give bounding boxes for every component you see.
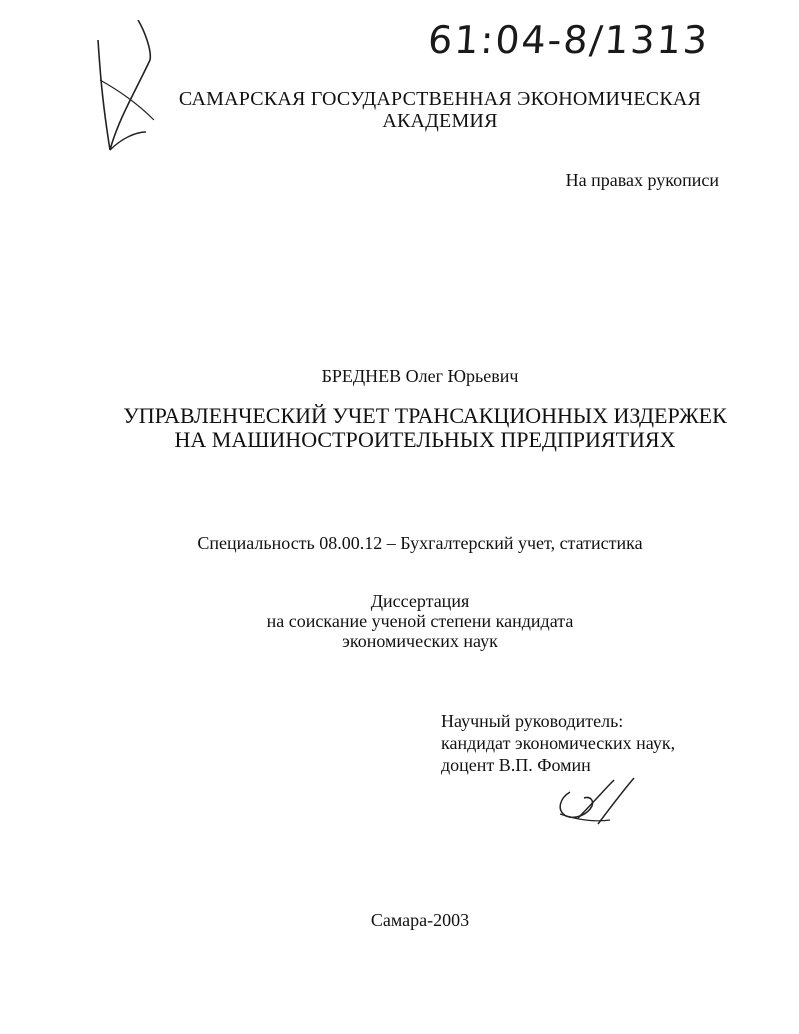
specialty: Специальность 08.00.12 – Бухгалтерский учет, статистика: [197, 533, 643, 553]
title-line-2: НА МАШИНОСТРОИТЕЛЬНЫХ ПРЕДПРИЯТИЯХ: [174, 427, 676, 452]
institution-name: [150, 88, 730, 132]
dissertation-title: [80, 404, 770, 452]
dissertation-line-1: Диссертация: [370, 591, 470, 611]
dissertation-type: [220, 591, 620, 651]
manuscript-rights: На правах рукописи: [565, 170, 719, 190]
supervisor-line-2: кандидат экономических наук,: [441, 733, 676, 753]
signature-icon: [548, 770, 648, 830]
supervisor-line-3: доцент В.П. Фомин: [441, 755, 591, 775]
institution-line-1: САМАРСКАЯ ГОСУДАРСТВЕННАЯ ЭКОНОМИЧЕСКАЯ: [178, 88, 702, 110]
supervisor-block: [441, 710, 741, 776]
author-name: БРЕДНЕВ Олег Юрьевич: [321, 366, 519, 386]
archive-stamp: 61:04-8/1313: [426, 18, 711, 62]
title-line-1: УПРАВЛЕНЧЕСКИЙ УЧЕТ ТРАНСАКЦИОННЫХ ИЗДЕРЖЕК: [123, 403, 727, 428]
supervisor-line-1: Научный руководитель:: [441, 711, 624, 731]
city-year: Самара-2003: [370, 910, 470, 930]
dissertation-line-3: экономических наук: [342, 631, 498, 651]
institution-line-2: АКАДЕМИЯ: [382, 110, 498, 132]
dissertation-line-2: на соискание ученой степени кандидата: [266, 611, 574, 631]
